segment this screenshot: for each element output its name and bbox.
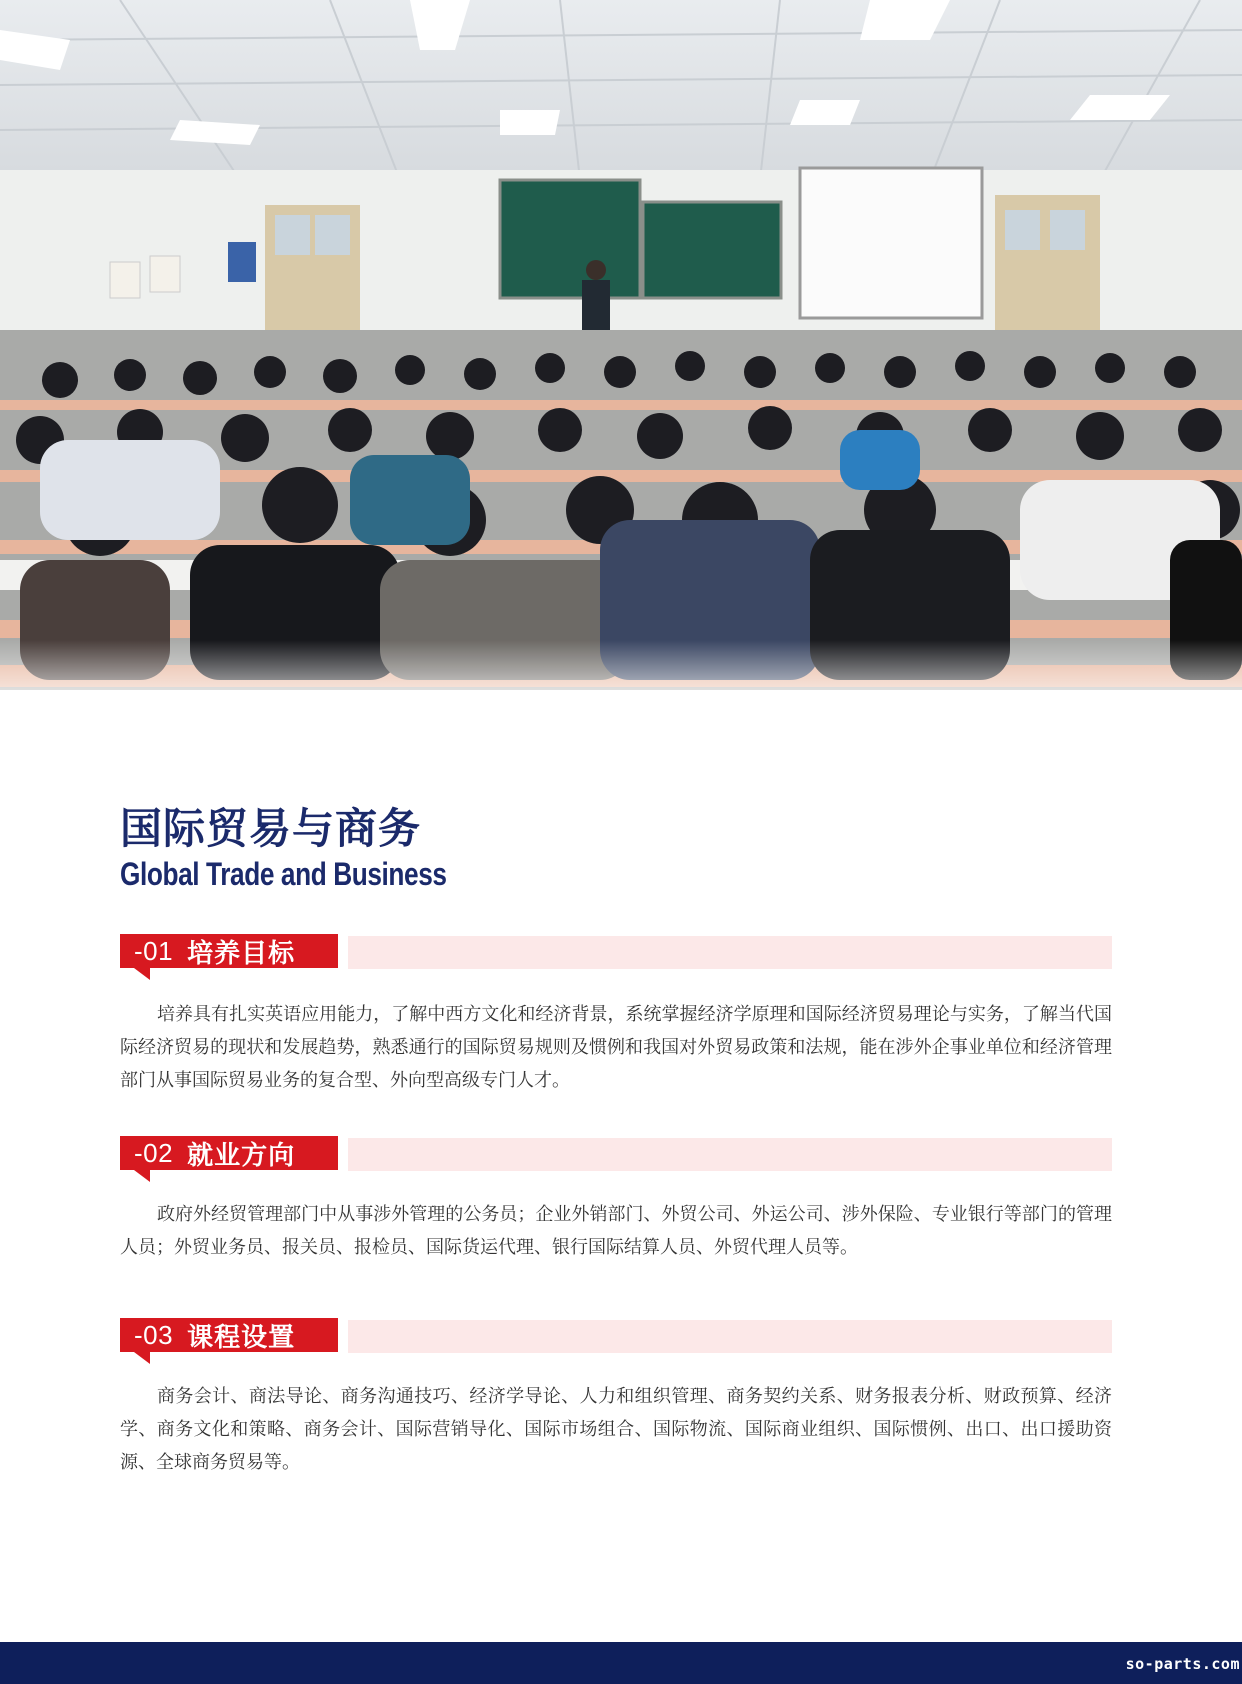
section-tag-tail <box>134 968 150 980</box>
lecture-hall-illustration <box>0 0 1242 720</box>
section-tag <box>120 1136 338 1170</box>
page-title: 国际贸易与商务 <box>120 804 422 853</box>
watermark-text: so-parts.com <box>1125 1655 1240 1673</box>
section-tag <box>120 1318 338 1352</box>
section-text-training-goals: 培养具有扎实英语应用能力，了解中西方文化和经济背景，系统掌握经济学原理和国际经济贸易理论与实务，了解当代国际经济贸易的现状和发展趋势，熟悉通行的国际贸易规则及惯例和我国对外贸易政策和法规，能在涉外企事业单位和经济管理部门从事国际贸易业务的复合型、外向型高级专门人才。 <box>120 1004 1112 1091</box>
section-text-career-direction: 政府外经贸管理部门中从事涉外管理的公务员；企业外销部门、外贸公司、外运公司、涉外保险、专业银行等部门的管理人员；外贸业务员、报关员、报检员、国际货运代理、银行国际结算人员、外贸代理人员等。 <box>120 1204 1112 1258</box>
section-header-bar <box>348 936 1112 969</box>
section-number: -01 <box>134 935 174 966</box>
section-header-career-direction <box>120 1136 1112 1172</box>
section-text-curriculum: 商务会计、商法导论、商务沟通技巧、经济学导论、人力和组织管理、商务契约关系、财务报表分析、财政预算、经济学、商务文化和策略、商务会计、国际营销导化、国际市场组合、国际物流、国际商业组织、国际惯例、出口、出口援助资源、全球商务贸易等。 <box>120 1386 1112 1473</box>
section-header-bar <box>348 1320 1112 1353</box>
section-header-training-goals <box>120 934 1112 970</box>
section-label: 就业方向 <box>187 1140 296 1171</box>
section-number: -03 <box>134 1319 174 1350</box>
section-label: 培养目标 <box>187 938 296 969</box>
footer-bar <box>0 1642 1242 1684</box>
section-label: 课程设置 <box>187 1322 296 1353</box>
section-tag-tail <box>134 1170 150 1182</box>
page-subtitle-english: Global Trade and Business <box>120 856 447 892</box>
section-header-bar <box>348 1138 1112 1171</box>
section-tag-tail <box>134 1352 150 1364</box>
section-number: -02 <box>134 1137 174 1168</box>
hero-photo <box>0 0 1242 720</box>
section-tag <box>120 934 338 968</box>
section-header-curriculum <box>120 1318 1112 1354</box>
